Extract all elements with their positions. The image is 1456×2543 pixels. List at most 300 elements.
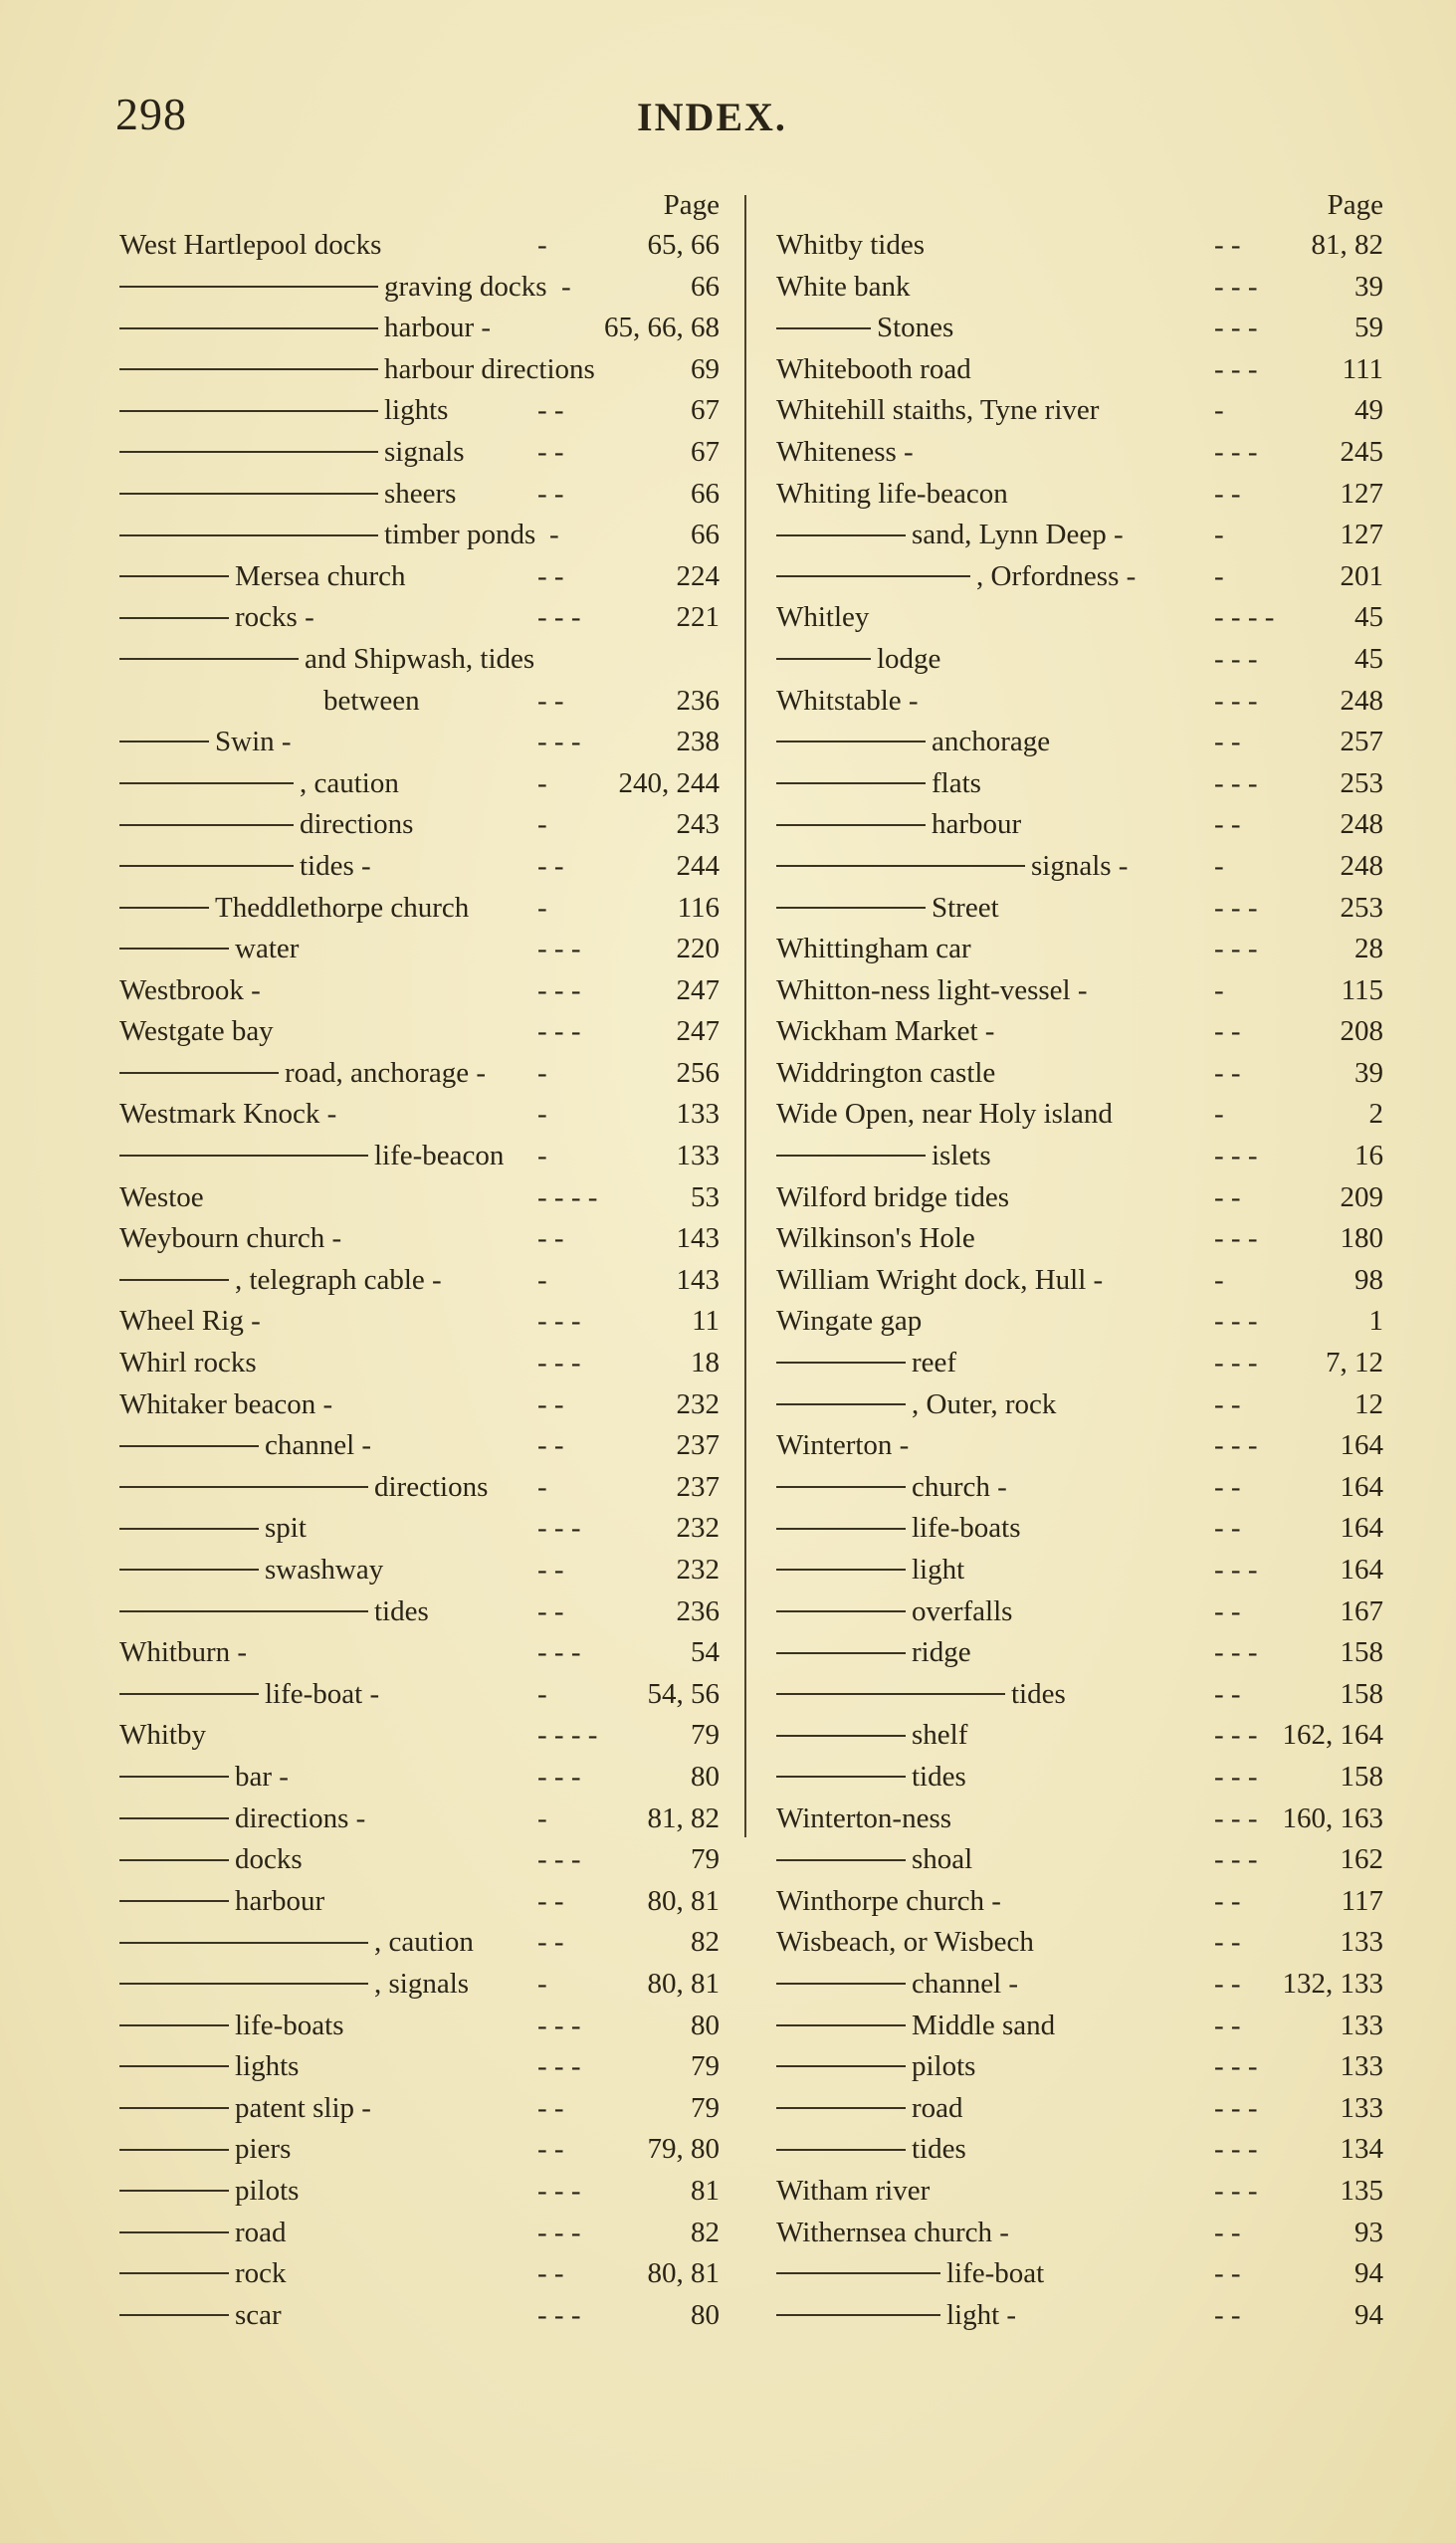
entry-text: [776, 888, 999, 930]
entry-page: 69: [691, 352, 720, 385]
entry-leaders: - -: [537, 2091, 564, 2124]
page-number: 298: [115, 89, 187, 139]
entry-leaders: - -: [1214, 1512, 1241, 1545]
entry-text: [776, 2129, 966, 2171]
entry-label: Whitby: [119, 1719, 206, 1752]
ditto-rule: [776, 1362, 906, 1364]
entry-text: [776, 308, 953, 349]
ditto-rule: [119, 2107, 229, 2109]
entry-page: 164: [1340, 1429, 1383, 1462]
ditto-rule: [776, 1693, 1005, 1695]
index-entry: [119, 2088, 722, 2130]
ditto-rule: [119, 1445, 259, 1447]
entry-page: 66: [691, 519, 720, 551]
entry-text: [776, 2295, 1016, 2337]
entry-text: [776, 1839, 972, 1881]
index-entry: [776, 2006, 1385, 2047]
index-entry: [119, 308, 722, 349]
entry-text: [776, 1964, 1018, 2006]
entry-page: 244: [676, 849, 720, 882]
index-entry: [776, 1508, 1385, 1550]
index-entry: [119, 1922, 722, 1964]
index-entry: [119, 1177, 722, 1219]
entry-label: life-boats: [235, 2009, 344, 2041]
entry-page: 160, 163: [1282, 1801, 1383, 1834]
entry-page: 28: [1354, 933, 1383, 965]
entry-text: [776, 349, 971, 391]
entry-label: timber ponds: [384, 519, 536, 551]
index-entry: [119, 1674, 722, 1716]
entry-label: life-beacon: [374, 1140, 505, 1172]
entry-text: [776, 1922, 1034, 1964]
entry-page: 79: [691, 2091, 720, 2124]
ditto-rule: [119, 1279, 229, 1281]
entry-leaders: - - -: [537, 1760, 581, 1793]
entry-label: Whitley: [776, 601, 870, 634]
entry-leaders: - - -: [1214, 352, 1258, 385]
entry-label: ridge: [912, 1636, 971, 1669]
entry-page: 7, 12: [1326, 1347, 1383, 1379]
entry-page: 12: [1354, 1387, 1383, 1420]
entry-label: sand, Lynn Deep -: [912, 519, 1124, 551]
entry-label: Winthorpe church -: [776, 1884, 1001, 1917]
index-entry: [776, 2129, 1385, 2171]
ditto-rule: [776, 1735, 906, 1737]
entry-label: directions: [300, 808, 414, 841]
entry-leaders: - -: [537, 1429, 564, 1462]
index-entry: [119, 2253, 722, 2295]
index-entry: [776, 1839, 1385, 1881]
ditto-rule: [776, 1652, 906, 1654]
entry-leaders: -: [1214, 519, 1224, 551]
index-entry: [119, 390, 722, 432]
index-entry: [119, 2129, 722, 2171]
entry-page: 81, 82: [647, 1801, 720, 1834]
entry-page: 82: [691, 1926, 720, 1959]
entry-label: Theddlethorpe church: [215, 891, 470, 924]
ditto-rule: [776, 534, 906, 536]
entry-text: [776, 390, 1099, 432]
index-entry: [119, 1508, 722, 1550]
entry-leaders: - - -: [537, 2009, 581, 2041]
entry-text: [119, 1425, 371, 1467]
entry-label: lights: [384, 394, 449, 427]
entry-label: between: [323, 684, 420, 717]
entry-page: 224: [676, 559, 720, 592]
ditto-rule: [776, 2107, 906, 2109]
index-entry: [119, 846, 722, 888]
entry-label: Whitebooth road: [776, 352, 971, 385]
entry-page: 158: [1340, 1760, 1383, 1793]
index-entry: [776, 1715, 1385, 1757]
entry-page: 134: [1340, 2133, 1383, 2166]
entry-label: tides: [1011, 1677, 1066, 1710]
entry-label: Whittingham car: [776, 933, 971, 965]
entry-label: rocks -: [235, 601, 314, 634]
entry-page: 59: [1354, 312, 1383, 344]
entry-label: flats: [932, 766, 981, 799]
entry-page: 82: [691, 2216, 720, 2248]
ditto-rule: [119, 782, 294, 784]
index-entry: [776, 722, 1385, 763]
index-entry: [119, 349, 722, 391]
ditto-rule: [776, 575, 970, 577]
ditto-rule: [119, 1859, 229, 1861]
entry-label: harbour -: [384, 312, 492, 344]
index-entry: [776, 1964, 1385, 2006]
entry-page: 67: [691, 435, 720, 468]
entry-text: [119, 2295, 282, 2337]
entry-leaders: - -: [1214, 726, 1241, 758]
entry-page: 243: [676, 808, 720, 841]
ditto-rule: [119, 824, 294, 826]
entry-page: 133: [1340, 2050, 1383, 2083]
index-entry: [776, 639, 1385, 681]
entry-page: 1: [1368, 1305, 1383, 1338]
index-entry: [776, 1260, 1385, 1302]
entry-leaders: - -: [1214, 1056, 1241, 1089]
entry-text: [776, 1550, 964, 1591]
index-entry: [776, 1550, 1385, 1591]
ditto-rule: [119, 286, 378, 288]
index-entry: [119, 722, 722, 763]
entry-label: overfalls: [912, 1594, 1013, 1627]
entry-label: Wilford bridge tides: [776, 1180, 1009, 1213]
entry-page: 253: [1340, 766, 1383, 799]
entry-text: [776, 474, 1008, 516]
entry-label: swashway: [265, 1554, 384, 1586]
entry-text: [119, 1715, 206, 1757]
entry-label: , caution: [374, 1926, 474, 1959]
index-entry: [776, 681, 1385, 723]
entry-leaders: - - - -: [537, 1180, 598, 1213]
entry-label: White bank: [776, 270, 911, 303]
entry-page: 201: [1340, 559, 1383, 592]
ditto-rule: [776, 2314, 940, 2316]
entry-leaders: -: [1214, 1098, 1224, 1131]
index-entry: [776, 846, 1385, 888]
entry-page: 133: [1340, 1926, 1383, 1959]
entry-label: harbour: [932, 808, 1022, 841]
entry-label: Westbrook -: [119, 973, 261, 1006]
entry-leaders: - -: [537, 1926, 564, 1959]
entry-text: [119, 1384, 332, 1426]
entry-page: 39: [1354, 270, 1383, 303]
ditto-rule: [776, 824, 926, 826]
entry-text: [119, 1011, 274, 1053]
index-entry: [119, 888, 722, 930]
entry-page: 237: [676, 1429, 720, 1462]
entry-leaders: - - -: [1214, 1429, 1258, 1462]
entry-label: Whitstable -: [776, 684, 919, 717]
index-entry: [119, 556, 722, 598]
ditto-rule: [119, 658, 299, 660]
entry-text: [119, 597, 314, 639]
index-entry: [776, 474, 1385, 516]
entry-label: Witham river: [776, 2174, 931, 2207]
ditto-rule: [776, 1486, 906, 1488]
entry-text: [776, 1715, 967, 1757]
entry-label: tides: [912, 1760, 966, 1793]
entry-text: [119, 2046, 299, 2088]
entry-leaders: -: [537, 1140, 547, 1172]
entry-label: and Shipwash, tides: [305, 642, 535, 675]
entry-page: 240, 244: [618, 766, 720, 799]
ditto-rule: [776, 1403, 906, 1405]
entry-page: 111: [1342, 352, 1383, 385]
entry-label: William Wright dock, Hull -: [776, 1263, 1104, 1296]
entry-label: water: [235, 933, 300, 965]
entry-text: [776, 1508, 1021, 1550]
entry-text: [119, 1177, 204, 1219]
ditto-rule: [119, 2024, 229, 2026]
entry-text: [776, 1218, 975, 1260]
ditto-rule: [119, 534, 378, 536]
entry-page: 18: [691, 1347, 720, 1379]
entry-leaders: - - - -: [537, 1719, 598, 1752]
ditto-rule: [776, 907, 926, 909]
entry-page: 94: [1354, 2298, 1383, 2331]
entry-page: 81, 82: [1311, 229, 1383, 261]
entry-page: 80, 81: [647, 2257, 720, 2290]
entry-label: reef: [912, 1347, 957, 1379]
ditto-rule: [119, 1900, 229, 1902]
entry-label: light: [912, 1554, 965, 1586]
entry-leaders: -: [537, 1801, 547, 1834]
ditto-rule: [776, 1859, 906, 1861]
index-entry: [119, 1550, 722, 1591]
entry-leaders: - - -: [1214, 435, 1258, 468]
index-entry: [119, 1136, 722, 1177]
ditto-rule: [119, 1486, 368, 1488]
index-entry: [776, 2088, 1385, 2130]
entry-text: [776, 2006, 1055, 2047]
entry-label: Westmark Knock -: [119, 1098, 337, 1131]
ditto-rule: [119, 1155, 368, 1157]
entry-label: shoal: [912, 1843, 973, 1876]
index-entry: [119, 474, 722, 516]
entry-label: signals: [384, 435, 465, 468]
index-entry: [776, 1922, 1385, 1964]
entry-page: 164: [1340, 1512, 1383, 1545]
entry-leaders: - - -: [537, 2216, 581, 2248]
index-entry: [776, 390, 1385, 432]
entry-text: [119, 1301, 261, 1343]
entry-leaders: - -: [537, 1594, 564, 1627]
ditto-rule: [119, 410, 378, 412]
ditto-rule: [119, 1072, 279, 1074]
entry-page: 98: [1354, 1263, 1383, 1296]
entry-page: 167: [1340, 1594, 1383, 1627]
entry-page: 221: [676, 601, 720, 634]
entry-label: , Outer, rock: [912, 1387, 1057, 1420]
index-entry: [776, 308, 1385, 349]
entry-leaders: - - -: [537, 2174, 581, 2207]
entry-leaders: - - -: [1214, 684, 1258, 717]
index-entry: [776, 556, 1385, 598]
entry-text: [119, 2088, 371, 2130]
entry-page: 80: [691, 2009, 720, 2041]
entry-page: 236: [676, 1594, 720, 1627]
entry-text: [119, 1922, 474, 1964]
entry-text: [776, 1674, 1066, 1716]
entry-page: 232: [676, 1387, 720, 1420]
entry-leaders: - -: [1214, 1967, 1241, 2000]
index-entry: [119, 1467, 722, 1509]
entry-page: 158: [1340, 1636, 1383, 1669]
entry-leaders: - -: [1214, 2298, 1241, 2331]
entry-label: harbour: [235, 1884, 325, 1917]
index-entry: [776, 1136, 1385, 1177]
entry-leaders: - - -: [537, 726, 581, 758]
entry-page: 45: [1354, 642, 1383, 675]
index-entry: [119, 1881, 722, 1923]
index-entry: [776, 2171, 1385, 2213]
entry-page: 247: [676, 1015, 720, 1048]
index-entry: [776, 1757, 1385, 1799]
index-entry: [119, 2171, 722, 2213]
index-entry: [776, 515, 1385, 556]
entry-leaders: - - -: [537, 1512, 581, 1545]
entry-label: shelf: [912, 1719, 968, 1752]
entry-leaders: - -: [537, 559, 564, 592]
index-entry: [776, 2295, 1385, 2337]
entry-label: church -: [912, 1470, 1007, 1503]
entry-label: directions -: [235, 1801, 366, 1834]
entry-label: life-boats: [912, 1512, 1021, 1545]
index-entry: [776, 1177, 1385, 1219]
entry-leaders: - -: [1214, 1884, 1241, 1917]
entry-leaders: - - -: [537, 1636, 581, 1669]
entry-label: Widdrington castle: [776, 1056, 996, 1089]
entry-text: [776, 1467, 1007, 1509]
entry-label: Wheel Rig -: [119, 1305, 261, 1338]
entry-leaders: - -: [537, 849, 564, 882]
ditto-rule: [119, 2065, 229, 2067]
entry-text: [119, 722, 292, 763]
entry-label: channel -: [265, 1429, 372, 1462]
ditto-rule: [119, 2149, 229, 2151]
entry-text: [776, 1632, 971, 1674]
entry-label: Weybourn church -: [119, 1222, 342, 1255]
entry-text: [119, 1343, 257, 1384]
entry-page: 135: [1340, 2174, 1383, 2207]
entry-page: 2: [1368, 1098, 1383, 1131]
entry-page: 238: [676, 726, 720, 758]
entry-leaders: -: [537, 808, 547, 841]
entry-page: 143: [676, 1263, 720, 1296]
entry-label: tides -: [300, 849, 371, 882]
entry-text: [119, 1136, 504, 1177]
entry-leaders: - -: [1214, 477, 1241, 510]
entry-label: Street: [932, 891, 999, 924]
entry-label: , telegraph cable -: [235, 1263, 442, 1296]
index-entry: [119, 267, 722, 309]
index-entry: [119, 597, 722, 639]
index-entry: [119, 1964, 722, 2006]
index-entry: [776, 1343, 1385, 1384]
index-entry: [119, 2213, 722, 2254]
entry-text: [776, 1136, 991, 1177]
entry-leaders: - - -: [1214, 2091, 1258, 2124]
index-entry: [776, 1218, 1385, 1260]
index-entry: [119, 225, 722, 267]
entry-leaders: - - -: [1214, 1801, 1258, 1834]
entry-page: 54, 56: [647, 1677, 720, 1710]
index-entry: [119, 2295, 722, 2337]
ditto-rule: [119, 451, 378, 453]
right-page-label: Page: [1327, 189, 1383, 221]
entry-label: anchorage: [932, 726, 1051, 758]
entry-page: 79, 80: [647, 2133, 720, 2166]
entry-leaders: - -: [537, 684, 564, 717]
entry-page: 127: [1340, 477, 1383, 510]
entry-page: 164: [1340, 1470, 1383, 1503]
entry-page: 209: [1340, 1180, 1383, 1213]
left-column: [119, 189, 722, 2336]
entry-leaders: - - -: [1214, 2050, 1258, 2083]
entry-label: spit: [265, 1512, 307, 1545]
entry-leaders: - - -: [1214, 1222, 1258, 1255]
index-entry: [776, 1094, 1385, 1136]
entry-label: Whiteness -: [776, 435, 914, 468]
entry-text: [119, 2253, 287, 2295]
entry-leaders: - - -: [1214, 933, 1258, 965]
ditto-rule: [776, 1983, 906, 1985]
entry-label: channel -: [912, 1967, 1019, 2000]
entry-label: docks: [235, 1843, 303, 1876]
entry-page: 115: [1341, 973, 1383, 1006]
entry-leaders: - -: [537, 2257, 564, 2290]
entry-text: [119, 1218, 341, 1260]
index-entry: [119, 2006, 722, 2047]
entry-leaders: - - -: [537, 1347, 581, 1379]
entry-leaders: - -: [537, 435, 564, 468]
entry-leaders: - - -: [537, 601, 581, 634]
entry-text: [776, 2213, 1009, 2254]
entry-leaders: - -: [1214, 2216, 1241, 2248]
entry-text: [119, 1757, 289, 1799]
entry-page: 232: [676, 1554, 720, 1586]
entry-leaders: - - -: [1214, 642, 1258, 675]
entry-text: [119, 349, 595, 391]
entry-page: 117: [1341, 1884, 1383, 1917]
entry-text: [776, 1757, 966, 1799]
entry-page: 256: [676, 1056, 720, 1089]
ditto-rule: [776, 327, 871, 329]
entry-leaders: -: [1214, 394, 1224, 427]
entry-text: [119, 556, 406, 598]
entry-text: [776, 1177, 1009, 1219]
entry-page: 162, 164: [1282, 1719, 1383, 1752]
entry-text: [119, 1591, 429, 1633]
entry-text: [776, 597, 869, 639]
entry-page: 245: [1340, 435, 1383, 468]
entry-leaders: - - -: [1214, 1636, 1258, 1669]
entry-text: [119, 2171, 299, 2213]
entry-label: patent slip -: [235, 2091, 371, 2124]
index-entry: [776, 763, 1385, 805]
entry-leaders: - - -: [1214, 1760, 1258, 1793]
index-entry: [776, 1301, 1385, 1343]
entry-page: 180: [1340, 1222, 1383, 1255]
entry-text: [776, 1094, 1113, 1136]
entry-leaders: - - -: [537, 933, 581, 965]
entry-text: [119, 804, 413, 846]
index-entry: [776, 597, 1385, 639]
entry-text: [119, 1508, 307, 1550]
entry-text: [119, 1467, 488, 1509]
